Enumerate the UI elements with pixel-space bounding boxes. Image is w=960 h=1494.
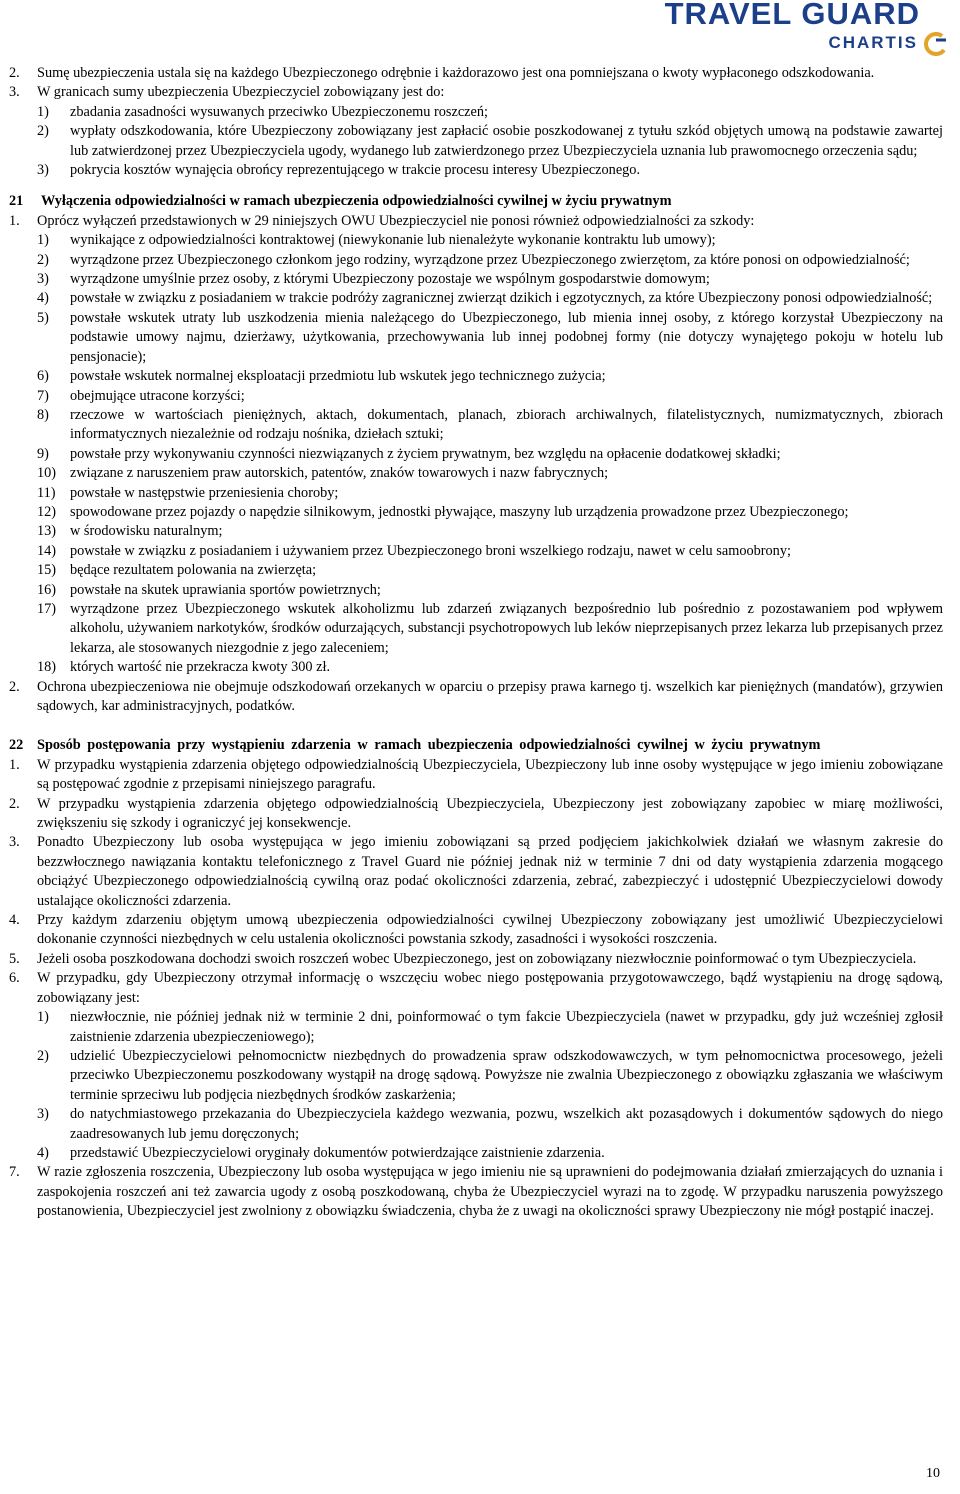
s22-para-2 [9,795,943,834]
item-text: powstałe w następstwie przeniesienia choroby; [70,484,339,501]
item-text: wyrządzone przez Ubezpieczonego wskutek alkoholizmu lub zdarzeń związanych bezpośrednio lub pośrednio z pozostawaniem pod wpływem alkoholu, używaniem narkotyków, środków odurzających, substancji psychotropowych lub leków nieprzepisanych przez lekarza lub przepisanych przez lekarza, ale stosowanych niezgodnie z jego zaleceniem; [70,600,943,656]
list-item [37,1008,943,1047]
list-item [37,103,943,122]
item-number: 6) [37,368,49,385]
item-number: 9) [37,445,49,462]
list-item [37,445,943,464]
para-text: W razie zgłoszenia roszczenia, Ubezpieczony lub osoba występująca w jego imieniu nie są uprawnieni do podejmowania działań zmierzających do uznania i zaspokojenia roszczeń ani też zawarcia ugody z osobą poszkodowaną, chyba że Ubezpieczyciel wyrazi na to zgodę. W przypadku naruszenia powyższego postanowienia, Ubezpieczyciel jest zwolniony z obowiązku świadczenia, chyba że z uwagi na okoliczności sprawy Ubezpieczony nie mógł postąpić inaczej. [37,1164,943,1220]
s21-para-1 [9,212,943,231]
item-number: 18) [37,659,57,676]
list-item [37,1105,943,1144]
list-item [37,270,943,289]
list-item [37,367,943,386]
item-number: 17) [37,600,57,617]
item-text: powstałe wskutek normalnej eksploatacji przedmiotu lub wskutek jego technicznego zużycia; [70,368,606,385]
item-text: powstałe na skutek uprawiania sportów powietrznych; [70,581,381,598]
item-text: rzeczowe w wartościach pieniężnych, aktach, dokumentach, planach, zbiorach archiwalnych, filatelistycznych, numizmatycznych, zbiorach informatycznych niezależnie od rodzaju nośnika, dziełach sztuki; [70,406,943,443]
section-title: Sposób postępowania przy wystąpieniu zdarzenia w ramach ubezpieczenia odpowiedzialności cywilnej w życiu prywatnym [37,737,821,754]
item-number: 16) [37,581,57,598]
travel-guard-logo [652,0,952,58]
list-item [37,289,943,308]
item-text: powstałe w związku z posiadaniem w trakcie podróży zagranicznej zwierząt dzikich i egzotycznych, za które Ubezpieczony ponosi odpowiedzialność; [70,290,933,307]
list-item [37,251,943,270]
para-number: 6. [9,970,20,987]
para-text: Oprócz wyłączeń przedstawionych w 29 niniejszych OWU Ubezpieczyciel nie ponosi również odpowiedzialności za szkody: [37,212,755,229]
item-text: wyrządzone umyślnie przez osoby, z którymi Ubezpieczony pozostaje we wspólnym gospodarstwie domowym; [70,271,710,288]
item-number: 3) [37,1106,49,1123]
item-number: 4) [37,290,49,307]
item-number: 3) [37,271,49,288]
item-number: 2) [37,251,49,268]
para-number: 1. [9,212,20,229]
s22-para-5 [9,950,943,969]
item-text: w środowisku naturalnym; [70,523,223,540]
section-number: 22 [9,737,24,754]
item-number: 4) [37,1144,49,1161]
para-number: 2. [9,678,20,695]
item-text: powstałe wskutek utraty lub uszkodzenia mienia należącego do Ubezpieczonego, lub mienia innej osoby, z którego korzystał Ubezpieczony na podstawie umowy najmu, dzierżawy, użytkowania, przechowywania lub innej podobnej formy (nie dotyczy wynajętego pokoju w hotelu lub pensjonacie); [70,309,943,365]
logo-brand-text: TRAVEL GUARD [664,0,920,31]
s21-items [9,231,943,677]
item-number: 14) [37,542,57,559]
para-text: Ponadto Ubezpieczony lub osoba występująca w jego imieniu zobowiązani są przed podjęciem jakichkolwiek działań we własnym zakresie do bezzwłocznego nawiązania kontaktu telefonicznego z Travel Guard nie później jednak niż w terminie 7 dni od daty wystąpienia zdarzenia mogącego obciążyć Ubezpieczonego odpowiedzialnością cywilną oraz podać okoliczności zdarzenia, zebrać, zabezpieczyć i udostępnić Ubezpieczycielowi dowody ustalające okoliczności zdarzenia. [37,834,943,909]
list-item [37,522,943,541]
item-text: których wartość nie przekracza kwoty 300 zł. [70,659,331,676]
para-text: Jeżeli osoba poszkodowana dochodzi swoich roszczeń wobec Ubezpieczonego, jest on zobowiązany niezwłocznie poinformować o tym Ubezpieczyciela. [37,950,917,967]
list-item [37,600,943,658]
section-number: 21 [9,193,24,210]
document-body [9,64,943,1222]
item-number: 12) [37,503,57,520]
s22-para-4 [9,911,943,950]
item-number: 13) [37,523,57,540]
item-number: 7) [37,387,49,404]
intro-para-3 [9,83,943,102]
item-text: pokrycia kosztów wynajęcia obrońcy reprezentującego w trakcie procesu interesy Ubezpieczonego. [70,162,641,179]
item-number: 8) [37,406,49,423]
para-text: W przypadku wystąpienia zdarzenia objętego odpowiedzialnością Ubezpieczyciela, Ubezpieczony jest zobowiązany zapobiec w miarę możliwości, zwiększeniu się szkody i ograniczyć jej konsekwencje. [37,795,943,832]
list-item [37,658,943,677]
page-number: 10 [926,1466,940,1481]
list-item [37,464,943,483]
item-text: spowodowane przez pojazdy o napędzie silnikowym, jednostki pływające, maszyny lub urządzenia prowadzone przez Ubezpieczonego; [70,503,849,520]
item-number: 2) [37,123,49,140]
list-item [37,309,943,367]
intro-para-2 [9,64,943,83]
section-21-heading [9,192,943,211]
para-number: 2. [9,795,20,812]
item-text: niezwłocznie, nie później jednak niż w terminie 2 dni, poinformować o tym fakcie Ubezpieczyciela (nawet w przypadku, gdy już wcześniej zgłosił zaistnienie zdarzenia ubezpieczeniowego); [70,1009,943,1045]
section-22-heading [9,736,943,755]
list-item [37,1144,943,1163]
s22-para-6-items [9,1008,943,1163]
item-number: 3) [37,162,49,179]
item-number: 15) [37,562,57,579]
item-number: 10) [37,465,57,482]
para-number: 4. [9,912,20,929]
section-title: Wyłączenia odpowiedzialności w ramach ubezpieczenia odpowiedzialności cywilnej w życiu prywatnym [41,193,672,210]
item-text: będące rezultatem polowania na zwierzęta; [70,562,317,579]
s22-para-3 [9,833,943,911]
item-number: 5) [37,309,49,326]
logo-sub-text: CHARTIS [828,33,918,52]
list-item [37,484,943,503]
item-number: 1) [37,103,49,120]
list-item [37,503,943,522]
para-text: W przypadku, gdy Ubezpieczony otrzymał informację o wszczęciu wobec niego postępowania przygotowawczego, bądź wystąpieniu na drogę sądową, zobowiązany jest: [37,970,943,1006]
para-number: 2. [9,65,20,81]
item-number: 11) [37,484,56,501]
item-number: 1) [37,232,49,249]
item-text: zbadania zasadności wysuwanych przeciwko Ubezpieczonemu roszczeń; [70,103,488,120]
s22-para-1 [9,756,943,795]
para-number: 3. [9,834,20,851]
chartis-swoosh-icon [922,32,948,56]
item-text: wynikające z odpowiedzialności kontraktowej (niewykonanie lub nienależyte wykonanie kontraktu lub umowy); [70,232,716,249]
list-item [37,387,943,406]
para-number: 3. [9,84,20,101]
list-item [37,581,943,600]
para-text: Przy każdym zdarzeniu objętym umową ubezpieczenia odpowiedzialności cywilnej Ubezpieczony zobowiązany jest umożliwić Ubezpieczycielowi dokonanie czynności niezbędnych w celu ustalenia okoliczności powstania szkody, zasadności i wysokości roszczenia. [37,912,943,948]
list-item [37,231,943,250]
s22-para-7 [9,1163,943,1221]
para-number: 7. [9,1164,20,1181]
s22-para-6 [9,969,943,1008]
list-item [37,1047,943,1105]
item-text: udzielić Ubezpieczycielowi pełnomocnictw niezbędnych do prowadzenia spraw odszkodowawczych, w tym pełnomocnictwa procesowego, jeżeli przeciwko Ubezpieczonemu poszkodowany wystąpił na drogę sądową. Powyższe nie zwalnia Ubezpieczonego z obowiązku zgłaszania we właściwym terminie sprzeciwu lub podjęcia niezbędnych środków zaskarżenia; [70,1047,943,1103]
s21-para-2 [9,678,943,717]
item-text: powstałe przy wykonywaniu czynności niezwiązanych z życiem prywatnym, bez względu na opłacenie dodatkowej składki; [70,445,781,462]
item-text: przedstawić Ubezpieczycielowi oryginały dokumentów potwierdzające zaistnienie zdarzenia. [70,1144,605,1161]
list-item [37,542,943,561]
item-text: obejmujące utracone korzyści; [70,387,245,404]
item-text: powstałe w związku z posiadaniem i używaniem przez Ubezpieczonego broni wszelkiego rodzaju, nawet w celu samoobrony; [70,542,791,559]
list-item [37,122,943,161]
item-number: 1) [37,1009,49,1026]
para-text: W granicach sumy ubezpieczenia Ubezpieczyciel zobowiązany jest do: [37,84,445,101]
para-text: Ochrona ubezpieczeniowa nie obejmuje odszkodowań orzekanych w oparciu o przepisy prawa karnego tj. wszelkich kar pieniężnych (mandatów), grzywien sądowych, kar administracyjnych, podatków. [37,678,943,714]
item-text: wypłaty odszkodowania, które Ubezpieczony zobowiązany jest zapłacić osobie poszkodowanej z tytułu szkód objętych umową na podstawie zawartej lub zatwierdzonej przez Ubezpieczyciela ugody, wydanego lub zatwierdzonego przez Ubezpieczyciela uznania lub prawomocnego orzeczenia sądu; [70,123,943,159]
para-number: 5. [9,950,20,967]
para-number: 1. [9,756,20,773]
para-text: Sumę ubezpieczenia ustala się na każdego Ubezpieczonego odrębnie i każdorazowo jest ona pomniejszana o kwoty wypłaconego odszkodowania. [37,65,875,81]
item-text: do natychmiastowego przekazania do Ubezpieczyciela każdego wezwania, pozwu, wszelkich akt pozasądowych i dokumentów sądowych do niego zaadresowanych lub jemu doręczonych; [70,1106,943,1142]
item-text: związane z naruszeniem praw autorskich, patentów, znaków towarowych i nazw fabrycznych; [70,465,609,482]
list-item [37,561,943,580]
item-number: 2) [37,1047,49,1064]
list-item [37,406,943,445]
item-text: wyrządzone przez Ubezpieczonego członkom jego rodziny, wyrządzone przez Ubezpieczonego zwierzętom, za które ponosi on odpowiedzialność; [70,251,910,268]
list-item [37,161,943,180]
para-text: W przypadku wystąpienia zdarzenia objętego odpowiedzialnością Ubezpieczyciela, Ubezpieczony lub inne osoby występujące w jego imieniu zobowiązane są postępować zgodnie z przepisami niniejszego paragrafu. [37,756,943,793]
intro-subitems [9,103,943,181]
